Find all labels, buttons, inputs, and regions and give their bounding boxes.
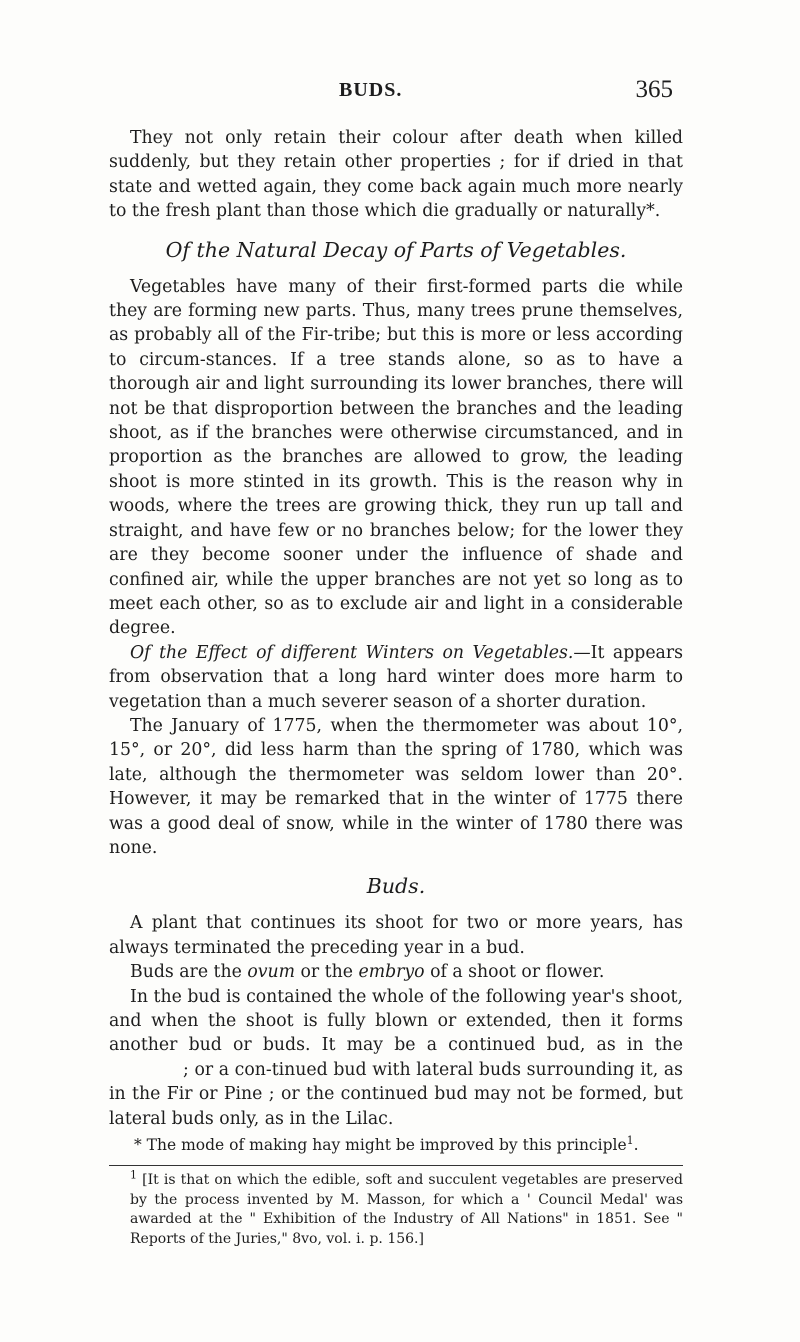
page-number: 365 [635, 76, 673, 103]
paragraph-colour-retention: They not only retain their colour after death when killed suddenly, but they retain other properties ; for if dried in that state and wetted again, they come back again much more nearly to the fresh plant than those which die gradually or naturally*. [109, 128, 683, 222]
footnote-number: 1 [130, 1168, 137, 1182]
text-run: In the bud is contained the whole of the following year's shoot, and when the shoot is fully blown or extended, then it forms another bud or buds. It may be a continued bud, as in the [109, 986, 683, 1056]
footnote-star-text: * The mode of making hay might be improved by this principle [134, 1136, 627, 1155]
section-heading-buds: Buds. [366, 874, 426, 899]
text-run: of a shoot or flower. [424, 962, 605, 983]
footnote-rule [109, 1165, 683, 1166]
paragraph-plant-shoot: A plant that continues its shoot for two or more years, has always terminated the preceding year in a bud. [109, 913, 683, 958]
text-run: Buds are the [130, 962, 248, 983]
footnote-1-text: [It is that on which the edible, soft and succulent vegetables are preserved by the process invented by M. Masson, for which a ' Council Medal' was awarded at the " Exhibition of the Industry of All Nations" in 1851. See " Reports of the Juries," 8vo, vol. i. p. 156.] [130, 1172, 683, 1247]
term-embryo: embryo [358, 962, 425, 983]
inline-heading-winters: Of the Effect of different Winters on Vegetables. [130, 642, 574, 663]
paragraph-buds-ovum [109, 960, 683, 984]
footnote-star [109, 1133, 683, 1157]
footnote-1 [109, 1168, 683, 1249]
paragraph-continued-bud [109, 985, 683, 1131]
footnote-1-paragraph [130, 1168, 683, 1249]
text-run: ; or a con-tinued bud with lateral buds surrounding it, as in the Fir or Pine ; or the continued bud may not be formed, but lateral buds only, as in the Lilac. [109, 1059, 683, 1129]
running-title: BUDS. [339, 79, 403, 101]
paragraph-winters-text: —It appears from observation that a long hard winter does more harm to vegetation than a much severer season of a shorter duration. [109, 642, 683, 712]
text-run: or the [295, 962, 359, 983]
footnote-ref: 1 [626, 1133, 634, 1147]
running-head [0, 76, 800, 109]
paragraph-winters [109, 641, 683, 714]
paragraph-january-1775: The January of 1775, when the thermometer was about 10°, 15°, or 20°, did less harm than the spring of 1780, which was late, although the thermometer was seldom lower than 20°. However, it may be remarked that in the winter of 1775 there was a good deal of snow, while in the winter of 1780 there was none. [109, 715, 683, 858]
text-run: . [633, 1136, 639, 1155]
term-ovum: ovum [247, 962, 296, 983]
body-text [109, 126, 683, 1249]
paragraph-natural-decay: Vegetables have many of their first-formed parts die while they are forming new parts. Thus, many trees prune themselves, as probably all of the Fir-tribe; but this is more or less according to circum-stances. If a tree stands alone, so as to have a thorough air and light surrounding its lower branches, there will not be that disproportion between the branches and the leading shoot, as if the branches were otherwise circumstanced, and in proportion as the branches are allowed to grow, the leading shoot is more stinted in its growth. This is the reason why in woods, where the trees are growing thick, they run up tall and straight, and have few or no branches below; for the lower they are they become sooner under the influence of shade and confined air, while the upper branches are not yet so long as to meet each other, so as to exclude air and light in a considerable degree. [109, 276, 683, 639]
section-heading-natural-decay: Of the Natural Decay of Parts of Vegetables. [165, 237, 627, 262]
